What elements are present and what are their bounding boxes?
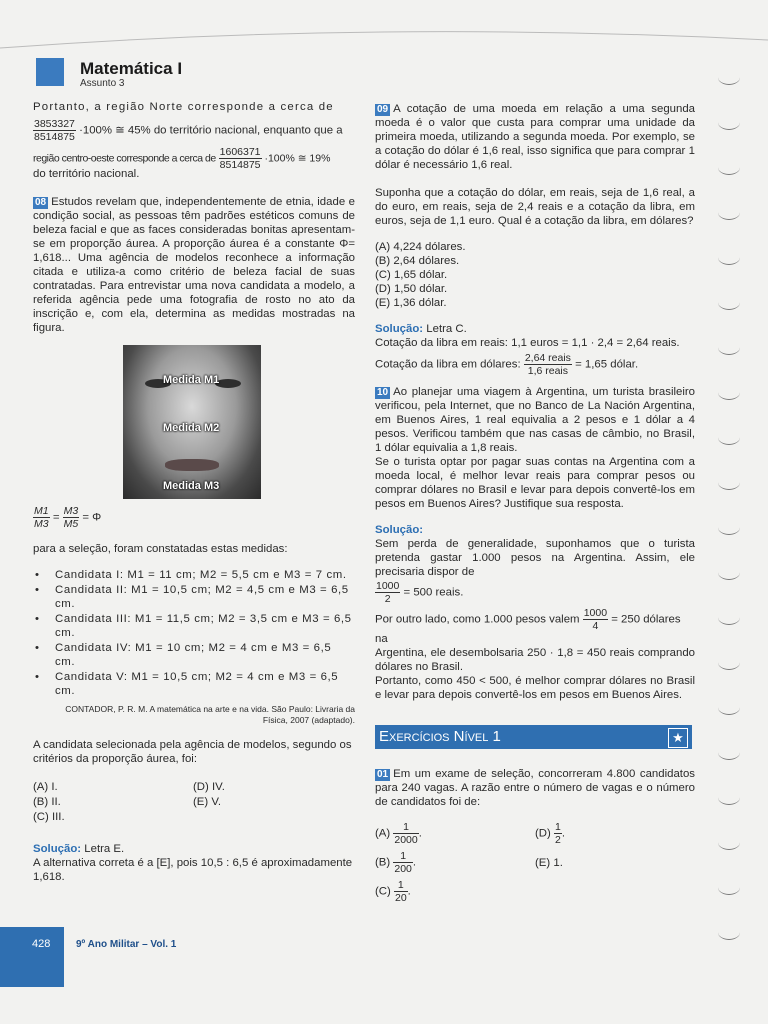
question-number-badge: 08 [35, 197, 47, 208]
face-photo [123, 345, 261, 499]
golden-ratio-formula: $\frac{M1}{M3}$ = $\frac{M3}{M5}$ = Φ [34, 505, 102, 530]
solution-answer: Letra E. [84, 843, 125, 855]
question-08-options [33, 780, 355, 824]
binding-hole [718, 475, 740, 490]
question-10-text: Ao planejar uma viagem à Argentina, um turista brasileiro verificou, pela Internet, que no Banco de La Nación Argentina, em Buenos Aires, 1 real equivalia a 2 pesos e 1 dólar a 4 pesos. Verificou também que nas casas de câmbio, no Brasil, 1 dólar equivalia a 1,8 reais. [375, 386, 695, 454]
candidate-list [33, 568, 355, 698]
intro-line-5: do território nacional. [33, 168, 140, 180]
question-number-badge: 01 [377, 769, 389, 780]
fraction-centre-west: $\frac{1606371}{8514875}$ [219, 146, 261, 171]
solution-09 [375, 322, 695, 336]
intro-line-1: Portanto, a região Norte corresponde a cerca de [33, 101, 334, 113]
option-b: (B) II. [33, 796, 61, 808]
exercises-header [375, 725, 692, 749]
footer-page-marker [0, 927, 64, 987]
binding-hole [718, 70, 740, 85]
solution-08 [33, 842, 355, 856]
binding-hole [718, 520, 740, 535]
question-09-text-2: Suponha que a cotação do dólar, em reais, seja de 1,6 real, a do euro, em reais, seja de 2,4 reais e a cotação da libra, em euros, seja de 1,1 euro. Qual é a cotação da libra, em dólares? [375, 187, 695, 227]
question-08-prompt: A candidata selecionada pela agência de modelos, segundo os critérios da proporção áurea, foi: [33, 739, 352, 765]
solution-label: Solução: [33, 843, 82, 855]
question-number-badge: 09 [377, 104, 389, 115]
binding-hole [718, 790, 740, 805]
binding-hole [718, 340, 740, 355]
solution-label: Solução: [375, 323, 424, 335]
binding-hole [718, 160, 740, 175]
question-09-text: A cotação de uma moeda em relação a uma segunda moeda é o valor que custa para comprar uma unidade da primeira moeda, utilizando a segunda moeda. Por exemplo, se a cotação do dólar é 1,6 real, isso significa que para comprar 1 dólar é necessário 1,6 real. [375, 103, 695, 171]
book-title: 9º Ano Militar – Vol. 1 [76, 939, 177, 950]
page-top-edge [0, 0, 768, 60]
exercise-01-options [375, 821, 695, 904]
option-d: (D) IV. [193, 781, 225, 793]
intro-line-2: ·100% ≅ 45% do território nacional, enquanto que a [79, 124, 343, 137]
binding-hole [718, 655, 740, 670]
option-d: (D) $\frac{1}{2}$ . [535, 821, 565, 846]
binding-hole [718, 925, 740, 940]
solution-10-fraction-2: Por outro lado, como 1.000 pesos valem $\frac{1000}{4}$ = 250 dólares na [375, 607, 681, 645]
binding-hole [718, 295, 740, 310]
citation: CONTADOR, P. R. M. A matemática na arte e na vida. São Paulo: Livraria da Física, 2007 (adaptado). [65, 704, 355, 725]
option-a: (A) I. [33, 781, 58, 793]
binding-hole [718, 385, 740, 400]
list-item: • Candidata IV: M1 = 10 cm; M2 = 4 cm e M3 = 6,5 cm. [33, 641, 355, 669]
solution-08-text: A alternativa correta é a [E], pois 10,5 : 6,5 é aproximadamente 1,618. [33, 857, 353, 883]
question-number-badge: 10 [377, 387, 389, 398]
option-b: (B) $\frac{1}{200}$ . [375, 850, 417, 875]
intro-line-4: ·100% ≅ 19% [264, 152, 331, 165]
solution-10-fraction-1: $\frac{1000}{2}$ = 500 reais. [376, 580, 464, 605]
face-label-m1: Medida M1 [163, 374, 220, 386]
star-icon: ★ [668, 728, 688, 748]
solution-09-line-2: Cotação da libra em dólares: $\frac{\text{2,64 reais}}{\text{1,6 reais}}$ = 1,65 dólar. [375, 352, 639, 377]
question-09 [375, 102, 695, 172]
page-number: 428 [32, 938, 51, 950]
option-c: (C) III. [33, 811, 65, 823]
subject-marker [36, 58, 64, 86]
intro-fraction-line-1 [33, 118, 355, 143]
fraction-north: $\frac{3853327}{8514875}$ [34, 118, 75, 143]
question-10 [375, 385, 695, 455]
fraction-libra: $\frac{\text{2,64 reais}}{\text{1,6 reais}}$ [524, 352, 571, 377]
right-column [375, 102, 695, 702]
binding-hole [718, 250, 740, 265]
option-d: (D) 1,50 dólar. [375, 283, 448, 295]
left-column [33, 100, 355, 884]
face-label-m2: Medida M2 [163, 422, 220, 434]
binding-hole [718, 205, 740, 220]
list-item: • Candidata III: M1 = 11,5 cm; M2 = 3,5 cm e M3 = 6,5 cm. [33, 612, 355, 640]
solution-answer: Letra C. [426, 323, 467, 335]
option-a: (A) 4,224 dólares. [375, 241, 466, 253]
page-title: Matemática I [80, 59, 183, 78]
solution-10-text-3: Argentina, ele desembolsaria 250 · 1,8 = 450 reais comprando dólares no Brasil. [375, 647, 695, 673]
question-08 [33, 195, 355, 335]
option-e: (E) 1,36 dólar. [375, 297, 447, 309]
option-c: (C) 1,65 dólar. [375, 269, 448, 281]
option-e: (E) 1. [535, 856, 563, 869]
mouth [165, 459, 219, 471]
binding-hole [718, 565, 740, 580]
exercise-01-text: Em um exame de seleção, concorreram 4.800 candidatos para 240 vagas. A razão entre o número de vagas e o número de candidatos foi de: [375, 768, 695, 808]
binding-hole [718, 745, 740, 760]
exercises-title: Exercícios Nível 1 [379, 728, 501, 745]
face-label-m3: Medida M3 [163, 480, 220, 492]
solution-10-label: Solução: [375, 524, 424, 536]
binding-hole [718, 115, 740, 130]
solution-10-text-4: Portanto, como 450 < 500, é melhor comprar dólares no Brasil e levar para depois convertê-los em pesos em Buenos Aires. [375, 675, 695, 701]
option-c: (C) $\frac{1}{20}$ . [375, 879, 411, 904]
question-09-options [375, 240, 695, 310]
list-item: • Candidata V: M1 = 10,5 cm; M2 = 4 cm e M3 = 6,5 cm. [33, 670, 355, 698]
binding-hole [718, 880, 740, 895]
solution-09-line-1: Cotação da libra em reais: 1,1 euros = 1,1 · 2,4 = 2,64 reais. [375, 337, 680, 349]
question-08-text: Estudos revelam que, independentemente de etnia, idade e condição social, as pessoas têm padrões estéticos comuns de beleza facial e que as faces consideradas bonitas apresentam-se em proporção áurea. A proporção áurea é a constante Φ= 1,618... Uma agência de modelos reconhece a informação citada e utiliza-a como critério de beleza facial de suas contratadas. Para entrevistar uma nova candidata a modelo, a referida agência pede uma fotografia de rosto no ato da inscrição e, com ela, determina as medidas mostradas na figura. [33, 196, 355, 334]
binding-hole [718, 835, 740, 850]
list-item: • Candidata II: M1 = 10,5 cm; M2 = 4,5 cm e M3 = 6,5 cm. [33, 583, 355, 611]
binding-hole [718, 430, 740, 445]
measures-intro: para a seleção, foram constatadas estas medidas: [33, 543, 288, 555]
option-a: (A) $\frac{1}{2000}$ . [375, 821, 422, 846]
question-10-text-2: Se o turista optar por pagar suas contas na Argentina com a moeda local, é melhor levar reais para comprar pesos ou comprar dólares no Brasil e levar para depois convertê-los em pesos em Buenos Aires? Justifique sua resposta. [375, 456, 695, 510]
binding-hole [718, 610, 740, 625]
exercise-01 [375, 767, 695, 904]
intro-line-3: região centro-oeste corresponde a cerca de [33, 152, 216, 165]
option-b: (B) 2,64 dólares. [375, 255, 460, 267]
option-e: (E) V. [193, 796, 222, 808]
solution-10-text-1: Sem perda de generalidade, suponhamos que o turista pretenda gastar 1.000 pesos na Argentina. Assim, ele precisaria dispor de [375, 538, 695, 578]
page-subtitle: Assunto 3 [80, 78, 125, 89]
binding-hole [718, 700, 740, 715]
list-item: • Candidata I: M1 = 11 cm; M2 = 5,5 cm e M3 = 7 cm. [33, 568, 355, 582]
